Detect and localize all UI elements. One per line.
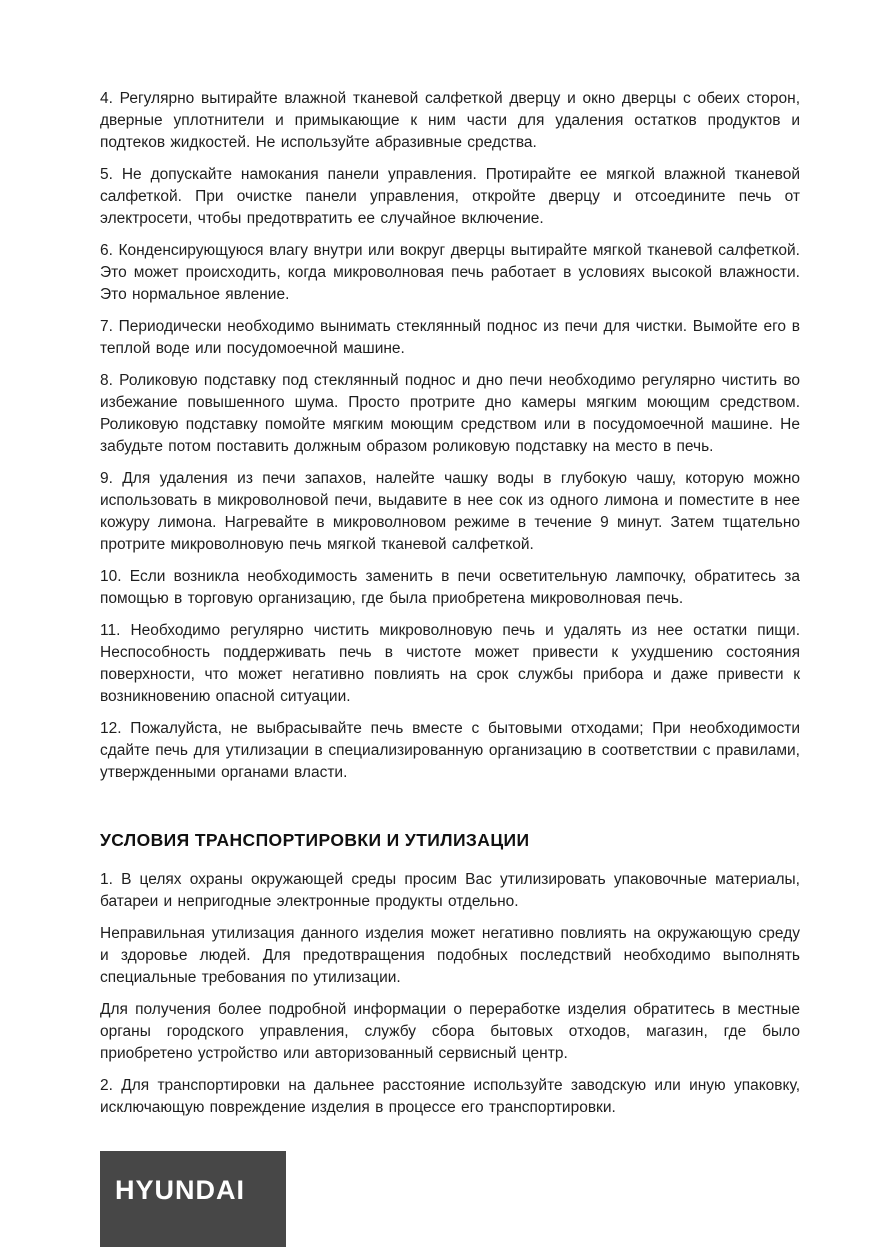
care-paragraph-11: 11. Необходимо регулярно чистить микроволновую печь и удалять из нее остатки пищи. Неспособность поддерживать печь в чистоте может привести к ухудшению состояния поверхности, что может негативно повлиять на срок службы прибора и даже привести к возникновению опасной ситуации.: [100, 622, 800, 705]
transport-paragraph-3: Для получения более подробной информации о переработке изделия обратитесь в местные органы городского управления, службу сбора бытовых отходов, магазин, где было приобретено устройство или авторизованный сервисный центр.: [100, 1001, 800, 1062]
care-paragraph-5: 5. Не допускайте намокания панели управления. Протирайте ее мягкой влажной тканевой салфеткой. При очистке панели управления, откройте дверцу и отсоедините печь от электросети, чтобы предотвратить ее случайное включение.: [100, 166, 800, 227]
transport-paragraph-1: 1. В целях охраны окружающей среды просим Вас утилизировать упаковочные материалы, батареи и непригодные электронные продукты отдельно.: [100, 871, 800, 910]
transport-paragraph-4: 2. Для транспортировки на дальнее расстояние используйте заводскую или иную упаковку, исключающую повреждение изделия в процессе его транспортировки.: [100, 1077, 800, 1116]
transport-paragraph-2: Неправильная утилизация данного изделия может негативно повлиять на окружающую среду и здоровье людей. Для предотвращения подобных последствий необходимо выполнять специальные требования по утилизации.: [100, 925, 800, 986]
section-heading-transport-disposal: УСЛОВИЯ ТРАНСПОРТИРОВКИ И УТИЛИЗАЦИИ: [100, 830, 530, 850]
page-content: [100, 88, 800, 1129]
care-paragraph-7: 7. Периодически необходимо вынимать стеклянный поднос из печи для чистки. Вымойте его в теплой воде или посудомоечной машине.: [100, 318, 800, 357]
hyundai-logo-text: HYUNDAI: [115, 1175, 246, 1205]
care-paragraph-4: 4. Регулярно вытирайте влажной тканевой салфеткой дверцу и окно дверцы с обеих сторон, дверные уплотнители и примыкающие к ним части для удаления остатков продуктов и подтеков жидкостей. Не используйте абразивные средства.: [100, 90, 800, 151]
care-paragraph-8: 8. Роликовую подставку под стеклянный поднос и дно печи необходимо регулярно чистить во избежание повышенного шума. Просто протрите дно камеры мягким моющим средством. Роликовую подставку помойте мягким моющим средством или в посудомоечной машине. Не забудьте потом поставить должным образом роликовую подставку на место в печь.: [100, 372, 800, 455]
care-paragraph-10: 10. Если возникла необходимость заменить в печи осветительную лампочку, обратитесь за помощью в торговую организацию, где была приобретена микроволновая печь.: [100, 568, 800, 607]
care-paragraph-12: 12. Пожалуйста, не выбрасывайте печь вместе с бытовыми отходами; При необходимости сдайте печь для утилизации в специализированную организацию в соответствии с правилами, утвержденными органами власти.: [100, 720, 800, 781]
care-paragraph-6: 6. Конденсирующуюся влагу внутри или вокруг дверцы вытирайте мягкой тканевой салфеткой. Это может происходить, когда микроволновая печь работает в условиях высокой влажности. Это нормальное явление.: [100, 242, 800, 303]
care-paragraph-9: 9. Для удаления из печи запахов, налейте чашку воды в глубокую чашу, которую можно использовать в микроволновой печи, выдавите в нее сок из одного лимона и поместите в нее кожуру лимона. Нагревайте в микроволновом режиме в течение 9 минут. Затем тщательно протрите микроволновую печь мягкой тканевой салфеткой.: [100, 470, 800, 553]
hyundai-logo-box: [100, 1151, 286, 1247]
